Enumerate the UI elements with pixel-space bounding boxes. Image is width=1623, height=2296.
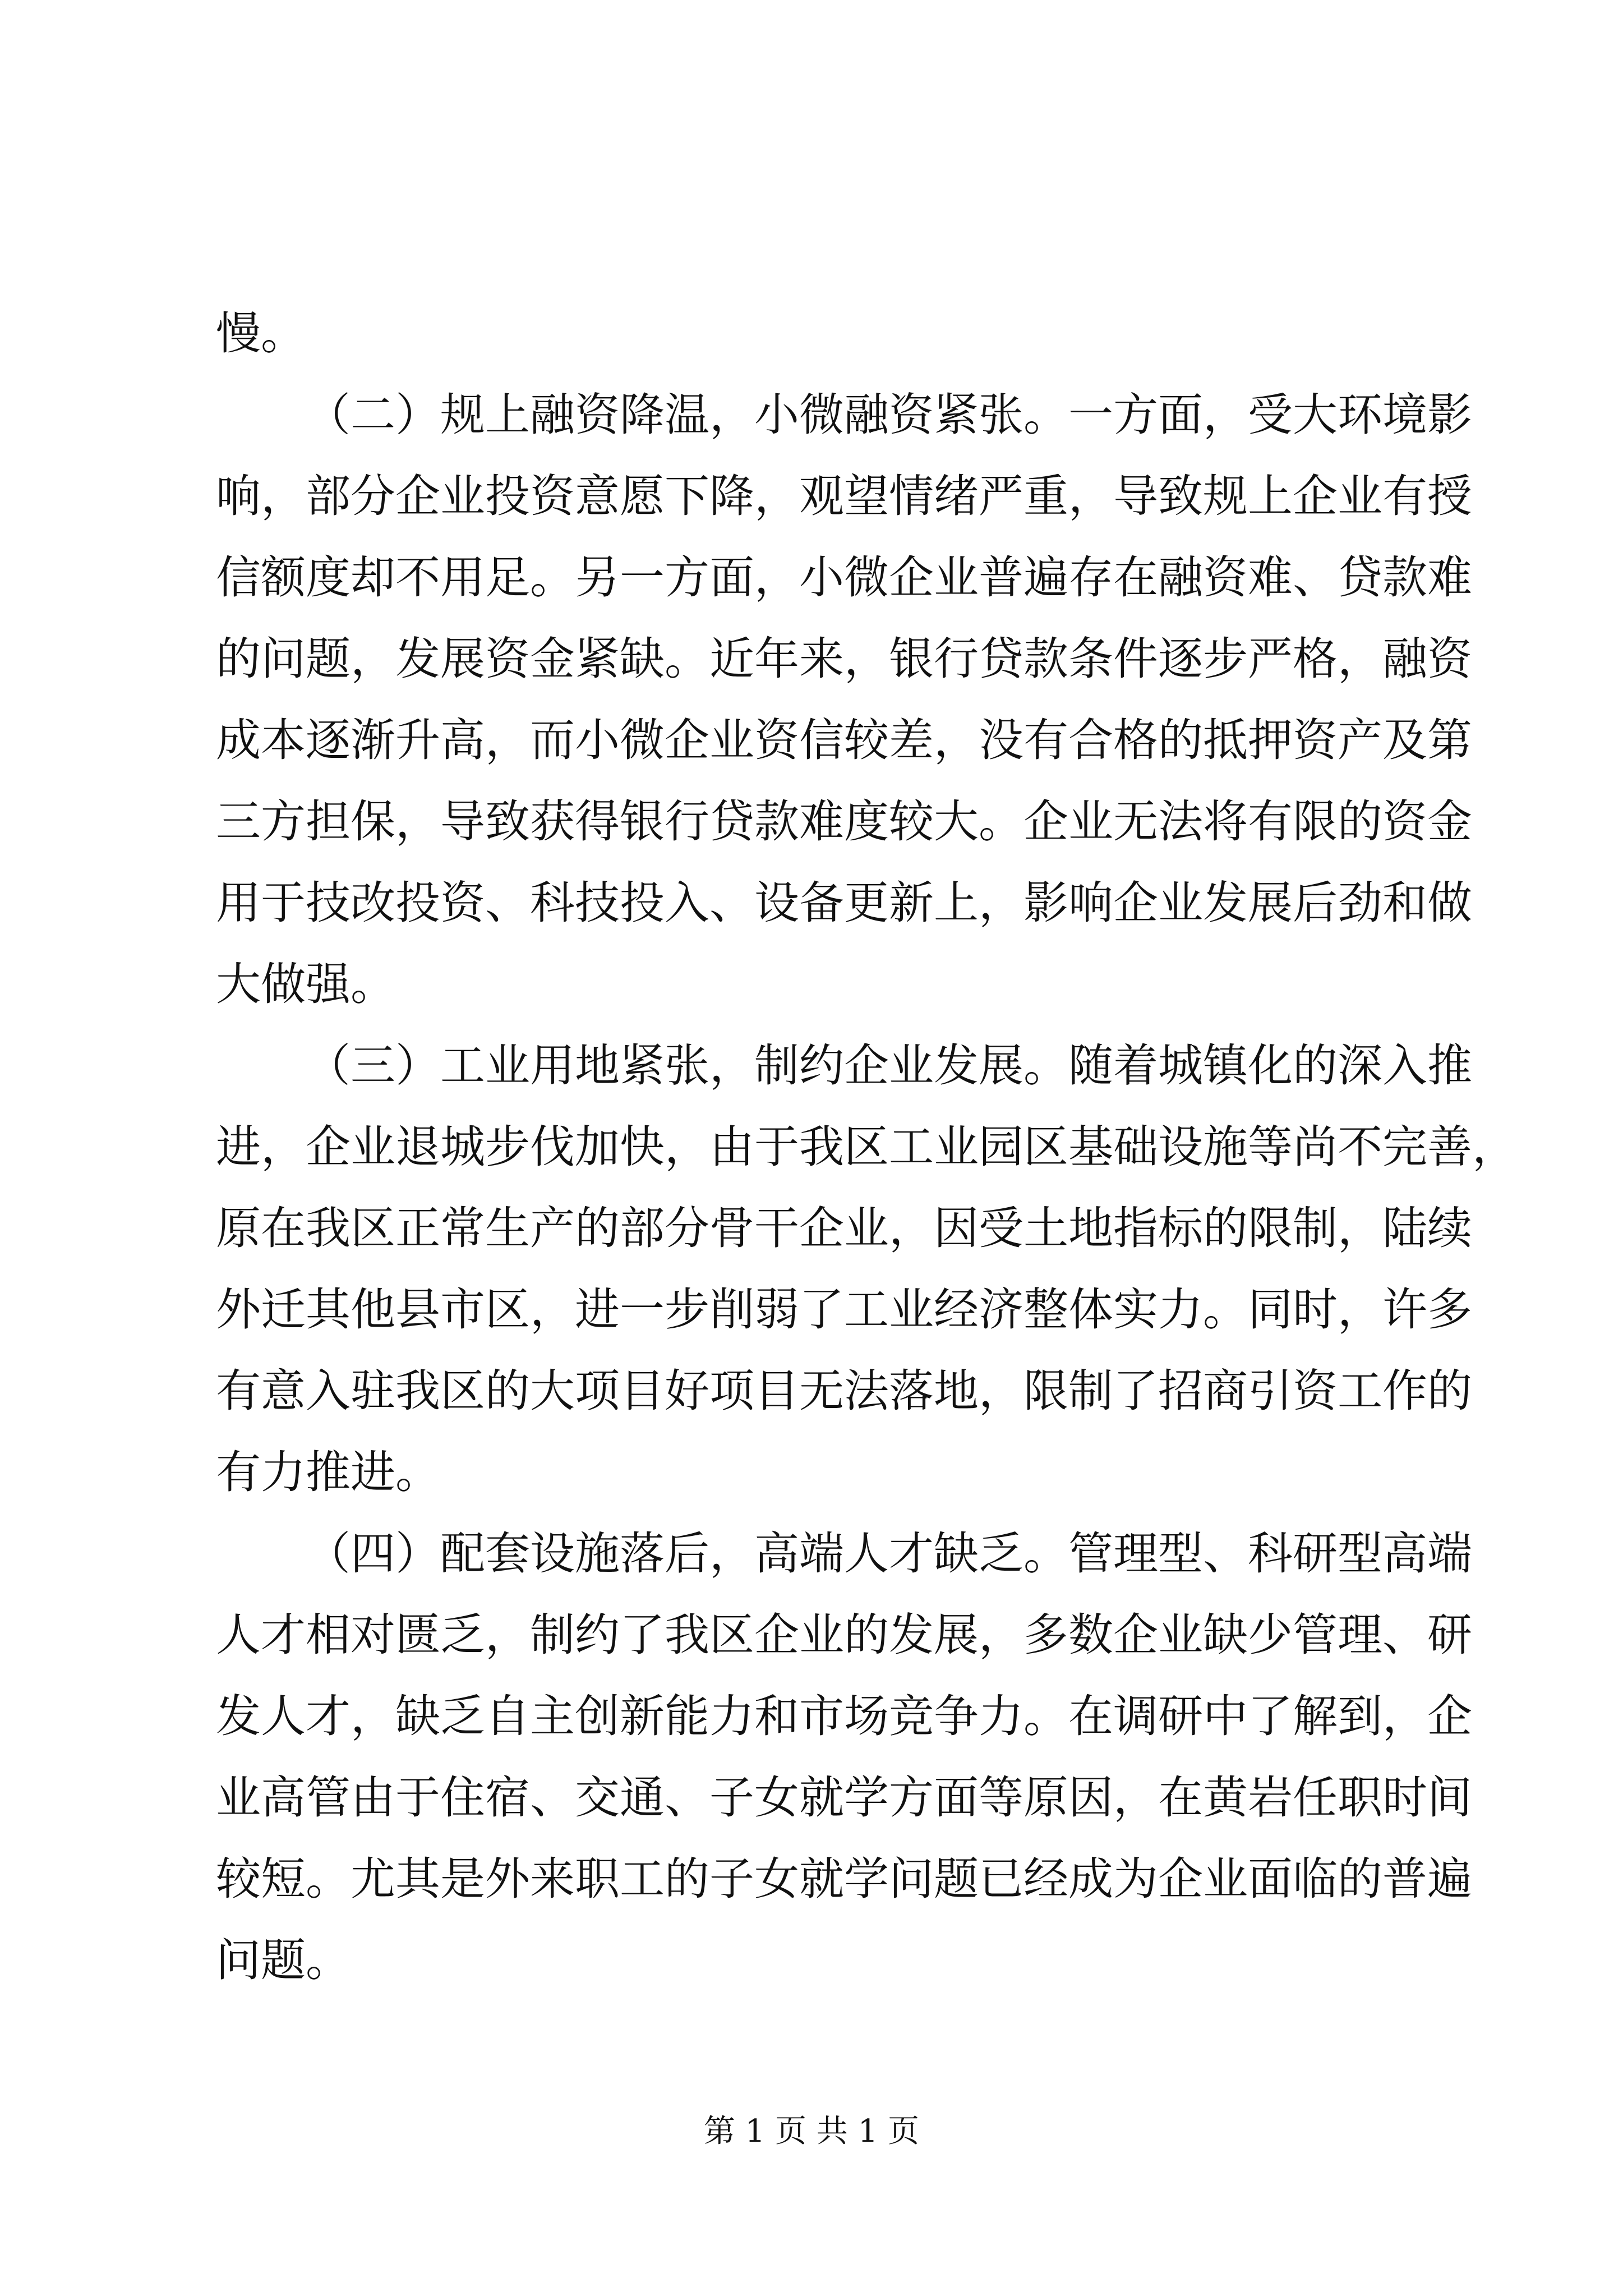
- paragraph-line: 信额度却不用足。另一方面，小微企业普遍存在融资难、贷款难: [216, 551, 1472, 604]
- paragraph-line: 用于技改投资、科技投入、设备更新上，影响企业发展后劲和做: [216, 877, 1472, 929]
- paragraph-line: 发人才，缺乏自主创新能力和市场竞争力。在调研中了解到，企: [216, 1690, 1472, 1742]
- paragraph-line: 较短。尤其是外来职工的子女就学问题已经成为企业面临的普遍: [216, 1853, 1472, 1905]
- paragraph-line: 三方担保，导致获得银行贷款难度较大。企业无法将有限的资金: [216, 795, 1472, 848]
- paragraph-line: 有力推进。: [216, 1446, 440, 1498]
- paragraph-line: 响，部分企业投资意愿下降，观望情绪严重，导致规上企业有授: [216, 470, 1472, 522]
- page-footer: 第 1 页 共 1 页: [703, 2113, 920, 2150]
- paragraph-line: 进，企业退城步伐加快，由于我区工业园区基础设施等尚不完善，: [216, 1121, 1517, 1173]
- paragraph-line: 人才相对匮乏，制约了我区企业的发展，多数企业缺少管理、研: [216, 1609, 1472, 1661]
- paragraph-line: （四）配套设施落后，高端人才缺乏。管理型、科研型高端: [306, 1527, 1472, 1580]
- paragraph-line: （三）工业用地紧张，制约企业发展。随着城镇化的深入推: [306, 1039, 1472, 1092]
- paragraph-line: 成本逐渐升高，而小微企业资信较差，没有合格的抵押资产及第: [216, 714, 1472, 766]
- paragraph-line: （二）规上融资降温，小微融资紧张。一方面，受大环境影: [306, 389, 1472, 441]
- paragraph-line: 问题。: [216, 1934, 351, 1986]
- paragraph-line: 有意入驻我区的大项目好项目无法落地，限制了招商引资工作的: [216, 1365, 1472, 1417]
- paragraph-line: 大做强。: [216, 958, 395, 1010]
- paragraph-line: 原在我区正常生产的部分骨干企业，因受土地指标的限制，陆续: [216, 1202, 1472, 1254]
- paragraph-line: 慢。: [216, 307, 306, 360]
- paragraph-line: 的问题，发展资金紧缺。近年来，银行贷款条件逐步严格，融资: [216, 633, 1472, 685]
- paragraph-line: 业高管由于住宿、交通、子女就学方面等原因，在黄岩任职时间: [216, 1772, 1472, 1824]
- paragraph-line: 外迁其他县市区，进一步削弱了工业经济整体实力。同时，许多: [216, 1283, 1472, 1336]
